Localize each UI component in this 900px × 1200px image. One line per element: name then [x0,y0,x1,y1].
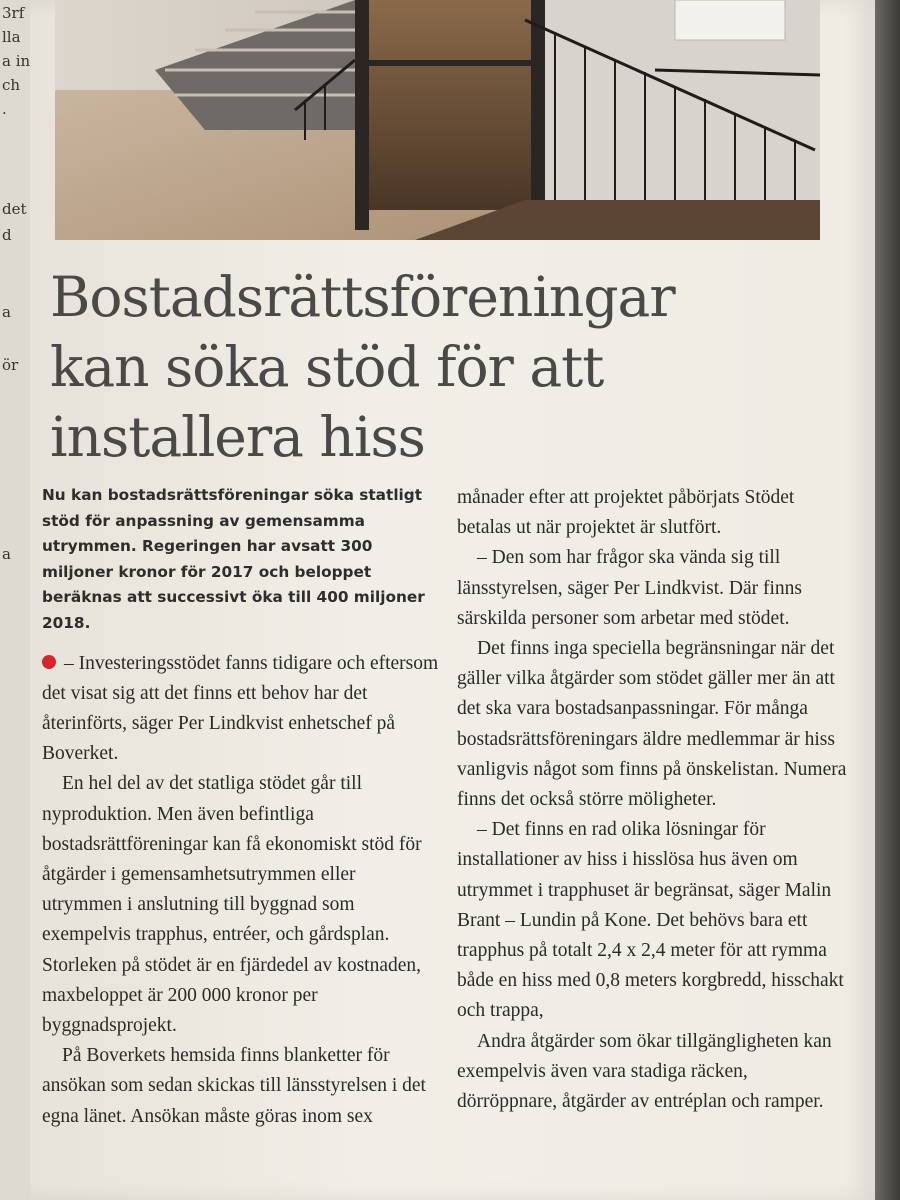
margin-fragment: . [2,100,7,118]
body-paragraph: månader efter att projektet påbörjats Stödet betalas ut när projektet är slutfört. [457,487,795,539]
right-column [457,483,852,1117]
headline-line: kan söka stöd för att [50,335,604,399]
margin-fragment: lla [2,28,21,46]
body-paragraph: Det finns inga speciella begränsningar när det gäller vilka åtgärder som stödet gäller mer än att det ska vara bostadsanpassningar. För många bostadsrättsföreningars äldre medlemmar är hiss vanligvis något som finns på önskelistan. Numera finns det också större möligheter. [457,638,847,811]
body-paragraph: – Det finns en rad olika lösningar för installationer av hiss i hisslösa hus även om utrymmet i trapphuset är begränsat, säger Malin Brant – Lundin på Kone. Det behövs bara ett trapphus på totalt 2,4 x 2,4 meter för att rymma både en hiss med 0,8 meters korgbredd, hisschakt och trappa, [457,819,844,1022]
body-paragraph: En hel del av det statliga stödet går till nyproduktion. Men även befintliga bostadsrättföreningar kan få ekonomiskt stöd för åtgärder i gemensamhetsutrymmen eller utrymmen i anslutning till byggnad som exempelvis trapphus, entréer, och gårdsplan. Storleken på stödet är en fjärdedel av kostnaden, maxbeloppet är 200 000 kronor per byggnadsprojekt. [42,773,422,1036]
left-column [42,483,440,1132]
stairwell-photo [55,0,820,240]
margin-fragment: 3rf [2,4,25,22]
margin-fragment: a in [2,52,30,70]
headline-line: Bostadsrättsföreningar [50,265,675,329]
stairwell-illustration [55,0,820,240]
page-edge-shadow [875,0,900,1200]
headline-line: installera hiss [50,405,425,469]
article-headline [50,262,820,472]
margin-fragment: ch [2,76,21,94]
margin-fragment: a [2,303,11,321]
margin-fragment: det [2,200,27,218]
article-lead: Nu kan bostadsrättsföreningar söka statligt stöd för anpassning av gemensamma utrymmen. Regeringen har avsatt 300 miljoner kronor för 2017 och beloppet beräknas att successivt öka till 400 miljoner 2018. [42,486,425,632]
margin-fragment: a [2,545,11,563]
body-paragraph [42,649,440,770]
body-paragraph: – Den som har frågor ska vända sig till länsstyrelsen, säger Per Lindkvist. Där finns särskilda personer som arbetar med stödet. [457,547,802,629]
paragraph-text: – Investeringsstödet fanns tidigare och eftersom det visat sig att det finns ett behov har det återinförts, säger Per Lindkvist enhetschef på Boverket. [42,652,439,765]
red-dot-icon [42,655,56,669]
margin-fragment: ör [2,356,19,374]
previous-page-margin [0,0,30,1200]
body-paragraph: Andra åtgärder som ökar tillgängligheten kan exempelvis även vara stadiga räcken, dörröppnare, åtgärder av entréplan och ramper. [457,1030,832,1113]
body-paragraph: På Boverkets hemsida finns blanketter för ansökan som sedan skickas till länsstyrelsen i det egna länet. Ansökan måste göras inom sex [42,1045,426,1127]
margin-fragment: d [2,226,12,244]
